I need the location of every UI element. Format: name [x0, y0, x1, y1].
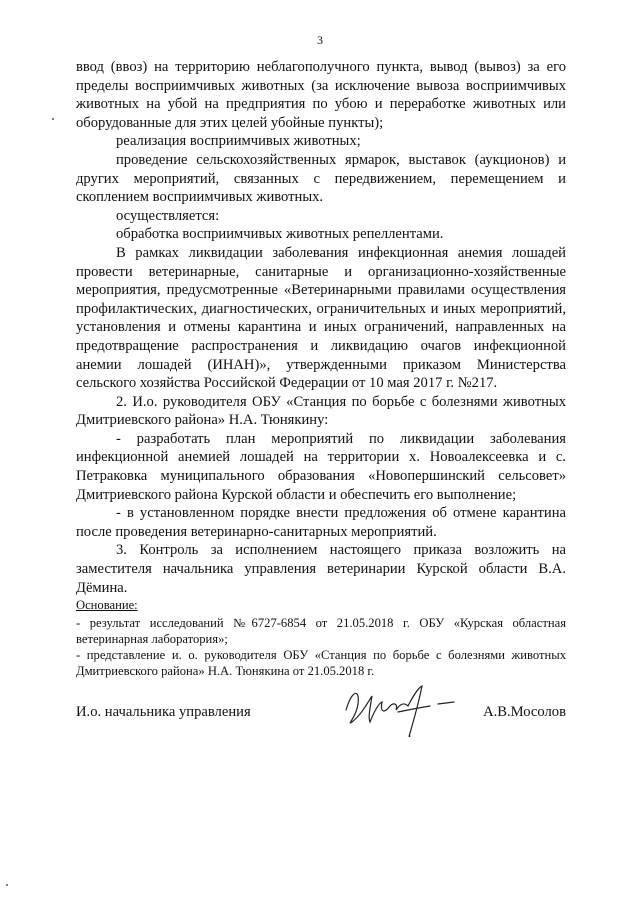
basis-header: Основание:: [76, 598, 138, 612]
document-body: [76, 58, 566, 597]
basis-section: [76, 597, 566, 679]
paragraph: реализация восприимчивых животных;: [116, 133, 361, 150]
paragraph: В рамках ликвидации заболевания инфекционная анемия лошадей провести ветеринарные, санитарные и организационно-хозяйственные мероприятия, предусмотренные «Ветеринарными правилами осуществления профилактических, диагностических, ограничительных и иных мероприятий, установления и отмены карантина и иных ограничений, направленных на предотвращение распространения и ликвидацию очагов инфекционной анемии лошадей (ИНАН)», утвержденными приказом Министерства сельского хозяйства Российской Федерации от 10 мая 2017 г. №217.: [76, 244, 566, 392]
signatory-name: А.В.Мосолов: [483, 704, 566, 720]
paragraph: - в установленном порядке внести предложения об отмене карантина после проведения ветеринарно-санитарных мероприятий.: [76, 505, 566, 540]
paragraph: проведение сельскохозяйственных ярмарок, выставок (аукционов) и других мероприятий, связанных с передвижением, перемещением и скоплением восприимчивых животных.: [76, 151, 566, 206]
scan-speck: [6, 884, 8, 886]
paragraph: - разработать план мероприятий по ликвидации заболевания инфекционной анемией лошадей на территории х. Новоалексеевка и с. Петраковка муниципального образования «Новопершинский сельсовет» Дмитриевского района Курской области и обеспечить его выполнение;: [76, 430, 566, 503]
paragraph: осуществляется:: [116, 207, 220, 224]
page-number: 3: [317, 33, 323, 47]
paragraph: обработка восприимчивых животных репеллентами.: [116, 226, 444, 243]
handwritten-signature: [338, 682, 468, 742]
paragraph: ввод (ввоз) на территорию неблагополучного пункта, вывод (вывоз) за его пределы восприимчивых животных (за исключение вывоза восприимчивых животных на убой на предприятия по убою и переработке животных или оборудованные для этих целей убойные пункты);: [76, 59, 566, 131]
basis-item: - представление и. о. руководителя ОБУ «Станция по борьбе с болезнями животных Дмитриевского района» Н.А. Тюнякина от 21.05.2018 г.: [76, 648, 566, 678]
paragraph: 2. И.о. руководителя ОБУ «Станция по борьбе с болезнями животных Дмитриевского района» Н.А. Тюнякину:: [76, 393, 566, 429]
basis-item: - результат исследований №6727-6854 от 21.05.2018 г. ОБУ «Курская областная ветеринарная лаборатория»;: [76, 616, 566, 646]
paragraph: 3. Контроль за исполнением настоящего приказа возложить на заместителя начальника управления ветеринарии Курской области В.А. Дёмина.: [76, 542, 566, 596]
signatory-role: И.о. начальника управления: [76, 704, 251, 720]
scan-speck: [52, 118, 54, 120]
